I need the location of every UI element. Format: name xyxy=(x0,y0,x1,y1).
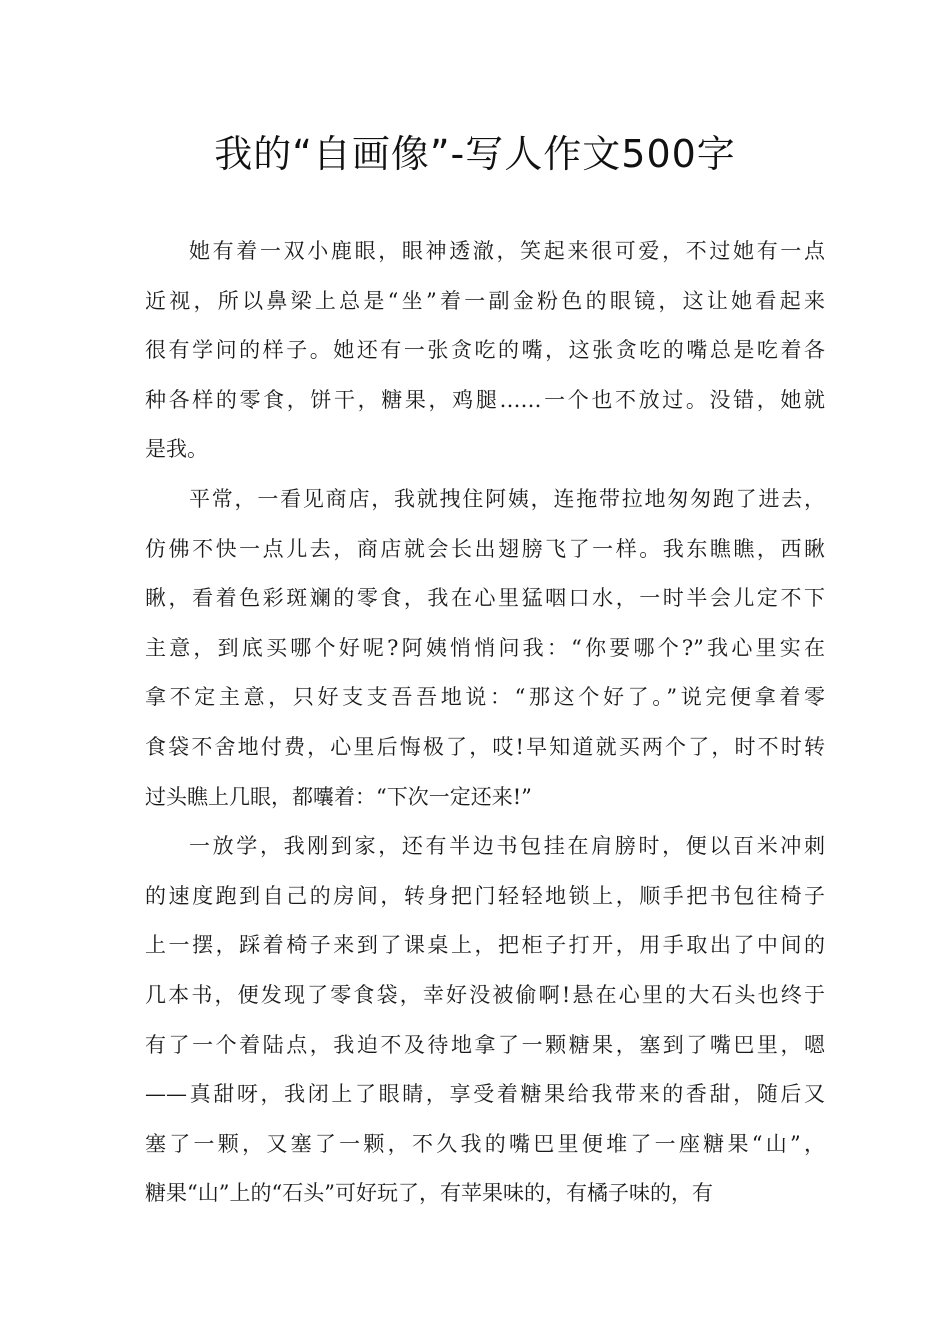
paragraph-line: 过头瞧上几眼，都囔着：“下次一定还来!” xyxy=(145,784,532,809)
paragraph-line: ——真甜呀，我闭上了眼睛，享受着糖果给我带来的香甜，随后又 xyxy=(145,1082,825,1107)
paragraph-line: 糖果“山”上的“石头”可好玩了，有苹果味的，有橘子味的，有 xyxy=(145,1181,713,1206)
paragraph-line: 近视，所以鼻梁上总是“坐”着一副金粉色的眼镜，这让她看起来 xyxy=(145,288,825,313)
paragraph-line: 有了一个着陆点，我迫不及待地拿了一颗糖果，塞到了嘴巴里，嗯 xyxy=(145,1032,825,1057)
paragraph-line: 瞅，看着色彩斑斓的零食，我在心里猛咽口水，一时半会儿定不下 xyxy=(145,586,825,611)
paragraph-line: 塞了一颗，又塞了一颗，不久我的嘴巴里便堆了一座糖果“山”， xyxy=(145,1131,825,1156)
document-body xyxy=(145,227,825,1219)
paragraph-line: 拿不定主意，只好支支吾吾地说：“那这个好了。”说完便拿着零 xyxy=(145,685,825,710)
paragraph-line: 很有学问的样子。她还有一张贪吃的嘴，这张贪吃的嘴总是吃着各 xyxy=(145,338,825,363)
paragraph-2 xyxy=(145,475,825,822)
paragraph-3 xyxy=(145,822,825,1219)
document-title: 我的“自画像”-写人作文500字 xyxy=(214,132,736,176)
paragraph-line: 仿佛不快一点儿去，商店就会长出翅膀飞了一样。我东瞧瞧，西瞅 xyxy=(145,536,825,561)
paragraph-line: 的速度跑到自己的房间，转身把门轻轻地锁上，顺手把书包往椅子 xyxy=(145,883,825,908)
paragraph-1 xyxy=(145,227,825,475)
paragraph-line: 平常，一看见商店，我就拽住阿姨，连拖带拉地匆匆跑了进去， xyxy=(189,486,825,511)
paragraph-line: 她有着一双小鹿眼，眼神透澈，笑起来很可爱，不过她有一点 xyxy=(189,239,825,263)
paragraph-line: 上一摆，踩着椅子来到了课桌上，把柜子打开，用手取出了中间的 xyxy=(145,933,825,958)
paragraph-line: 食袋不舍地付费，心里后悔极了，哎!早知道就买两个了，时不时转 xyxy=(145,734,825,759)
paragraph-line: 几本书，便发现了零食袋，幸好没被偷啊!悬在心里的大石头也终于 xyxy=(145,982,825,1007)
paragraph-line: 一放学，我刚到家，还有半边书包挂在肩膀时，便以百米冲刺 xyxy=(189,834,825,859)
paragraph-line: 是我。 xyxy=(145,437,208,462)
paragraph-line: 主意，到底买哪个好呢?阿姨悄悄问我：“你要哪个?”我心里实在 xyxy=(145,635,825,660)
paragraph-line: 种各样的零食，饼干，糖果，鸡腿……一个也不放过。没错，她就 xyxy=(145,387,825,412)
